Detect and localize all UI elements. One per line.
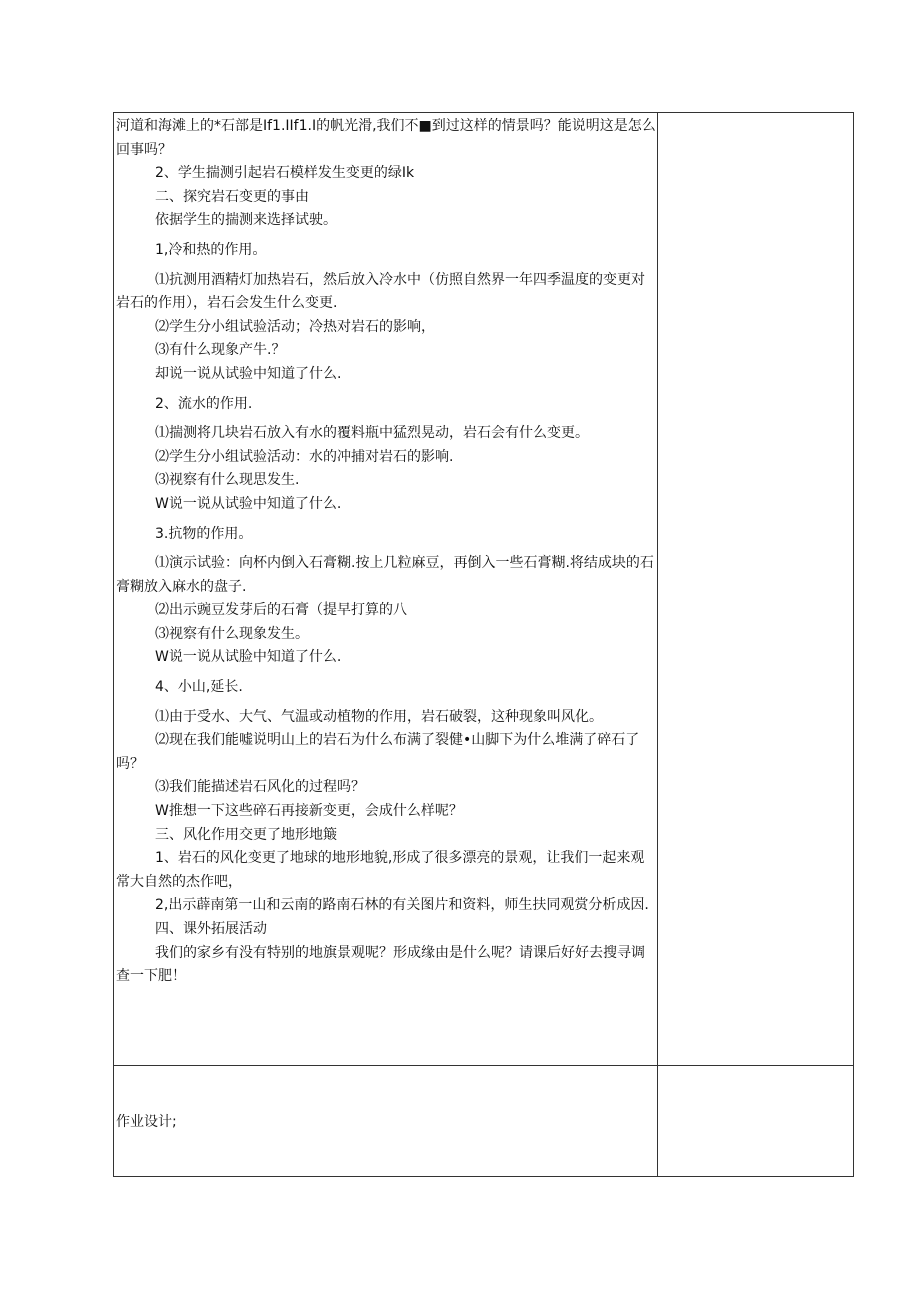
text-line: 2、学生揣测引起岩石模样发生变更的绿Ik bbox=[155, 165, 415, 182]
section-heading: 二、探究岩石变更的事由 bbox=[155, 188, 309, 205]
text-line: 却说一说从试验中知道了什么. bbox=[155, 365, 342, 382]
text-line: W说一说从试脸中知道了什么. bbox=[155, 649, 342, 666]
sub-heading: 3.抗物的作用。 bbox=[155, 525, 253, 542]
homework-notes-cell bbox=[657, 1066, 853, 1177]
text-line: ⑵学生分小组试验活动：水的冲捕对岩石的影响. bbox=[155, 448, 454, 465]
notes-cell bbox=[657, 113, 853, 1066]
text-line: W推想一下这些碎石再接新变更，会成什么样呢？ bbox=[155, 803, 463, 820]
text-line: ⑶视察有什么现思发生. bbox=[155, 472, 300, 489]
text-line: ⑴揣测将几块岩石放入有水的覆料瓶中猛烈晃动，岩石会有什么变更。 bbox=[155, 425, 589, 442]
text-line: ⑴由于受水、大气、气温或动植物的作用，岩石破裂，这种现象叫风化。 bbox=[155, 708, 603, 725]
lesson-row bbox=[114, 113, 854, 1066]
text-line: ⑴演示试验：向杯内倒入石膏糊.按上几粒麻豆，再倒入一些石膏糊.将结成块的石膏糊放入麻水的盘子. bbox=[116, 555, 654, 595]
text-line: ⑵学生分小组试验活动；冷热对岩石的影响， bbox=[155, 318, 435, 335]
sub-heading: 4、小山,延长. bbox=[155, 679, 243, 696]
text-line: W说一说从试验中知道了什么. bbox=[155, 495, 342, 512]
text-line: ⑴抗测用酒精灯加热岩石，然后放入冷水中（仿照自然界一年四季温度的变更对岩石的作用），岩石会发生什么变更. bbox=[116, 271, 645, 312]
text-line: 2,出示薜南第一山和云南的路南石林的有关图片和资料，师生扶同观赏分析成因. bbox=[155, 897, 649, 914]
text-line: 依据学生的揣测来选择试驶。 bbox=[155, 212, 337, 229]
homework-cell bbox=[114, 1066, 658, 1177]
lesson-content-cell bbox=[114, 113, 658, 1066]
text-line: ⑵出示豌豆发芽后的石膏（提早打算的八 bbox=[155, 602, 407, 619]
homework-row bbox=[114, 1066, 854, 1177]
text-line: ⑶有什么现象产牛.？ bbox=[155, 342, 286, 359]
sub-heading: 2、流水的作用. bbox=[155, 395, 253, 412]
text-line: 我们的家乡有没有特别的地旗景观呢？形成缘由是什么呢？请课后好好去搜寻调查一下肥！ bbox=[116, 944, 645, 985]
text-line: ⑵现在我们能嘘说明山上的岩石为什么布满了裂健•山脚下为什么堆满了碎石了吗？ bbox=[116, 732, 640, 772]
text-line: 河道和海滩上的*石部是If1.IIf1.I的帆光滑,我们不■到过这样的情景吗？能说明这是怎么回事吗？ bbox=[116, 118, 656, 158]
sub-heading: 1,冷和热的作用。 bbox=[155, 241, 267, 258]
section-heading: 三、风化作用交更了地形地簸 bbox=[155, 826, 337, 843]
text-line: ⑶视察有什么现象发生。 bbox=[155, 625, 309, 642]
section-heading: 四、课外拓展活动 bbox=[155, 921, 267, 937]
text-line: ⑶我们能描述岩石风化的过程吗？ bbox=[155, 779, 365, 796]
text-line: 1、岩石的风化变更了地球的地形地貌,形成了很多漂亮的景观，让我们一起来观常大自然的杰作吧， bbox=[116, 850, 645, 890]
homework-label: 作业设计; bbox=[116, 1114, 177, 1130]
lesson-table bbox=[113, 112, 854, 1177]
lesson-content bbox=[114, 113, 657, 989]
